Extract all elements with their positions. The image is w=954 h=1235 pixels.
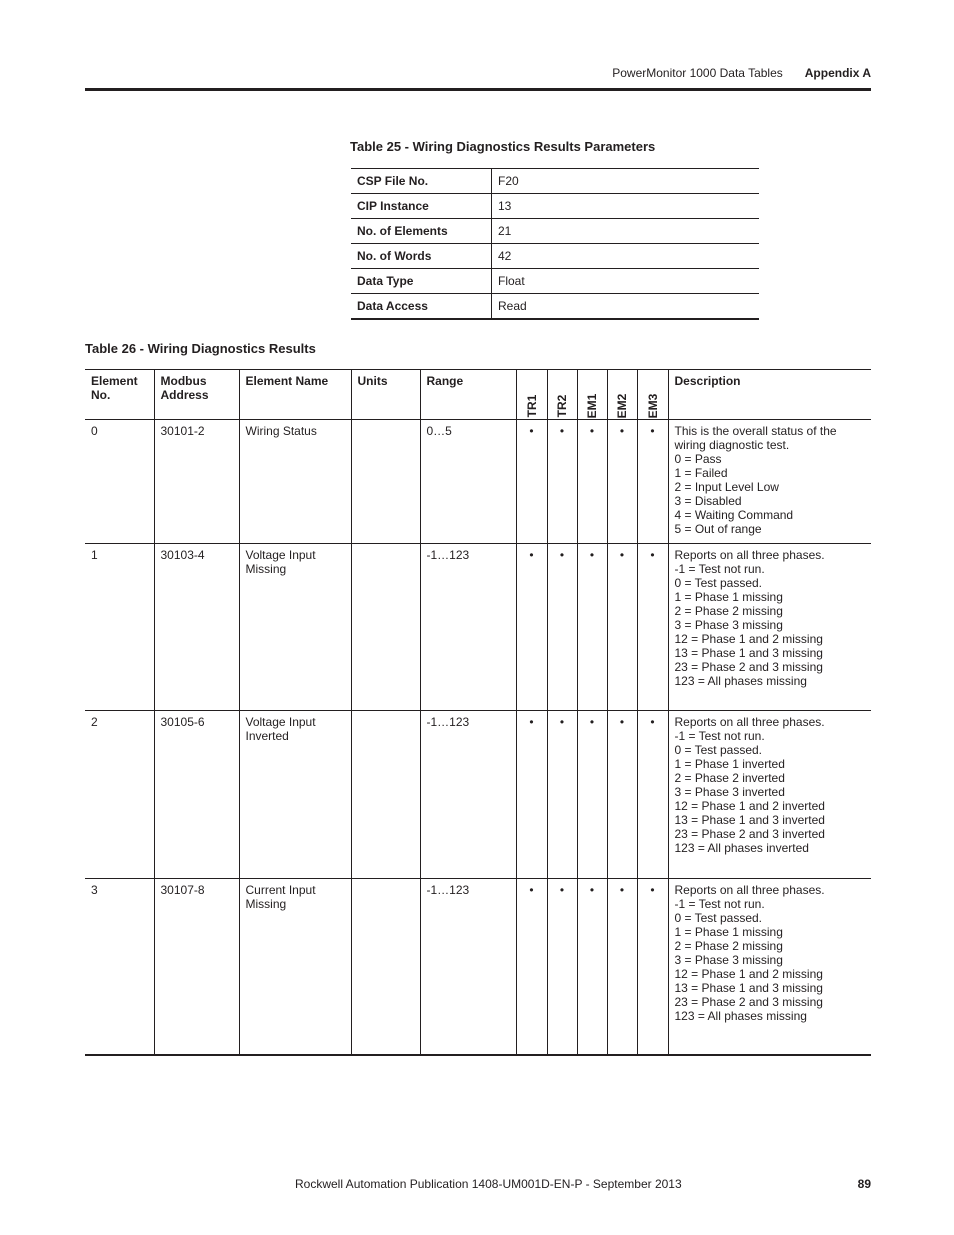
em1-dot: • [577,879,607,1055]
modbus-address-cell: 30105-6 [154,711,239,879]
table-row [85,879,871,1055]
header-modbus-address: Modbus Address [154,370,239,420]
table25-title: Table 25 - Wiring Diagnostics Results Parameters [350,139,656,154]
modbus-address-cell: 30103-4 [154,544,239,711]
document-title: PowerMonitor 1000 Data Tables [612,66,783,80]
em3-dot: • [637,711,668,879]
header-description: Description [668,370,871,420]
header-rule [85,88,871,91]
description-cell [668,879,871,1055]
tr2-dot: • [547,711,577,879]
parameter-value: F20 [492,169,760,194]
description-line: Reports on all three phases. [674,548,825,562]
table26-header-row [85,370,871,420]
description-line: 1 = Phase 1 missing [674,925,783,939]
tr1-dot: • [516,420,547,544]
parameter-label: No. of Words [351,244,492,269]
range-cell: -1…123 [420,711,516,879]
description-line: 3 = Phase 3 missing [674,618,783,632]
table25-parameters [351,168,759,320]
table25-row [351,244,759,269]
em2-dot: • [607,420,637,544]
table25-row [351,269,759,294]
description-line: 13 = Phase 1 and 3 missing [674,646,823,660]
em1-dot: • [577,420,607,544]
element-no-cell: 3 [85,879,154,1055]
description-line: 23 = Phase 2 and 3 missing [674,995,823,1009]
parameter-value: 21 [492,219,760,244]
table26-wiring-diagnostics [85,369,871,1056]
header-em1: EM1 [577,370,607,420]
description-line: 2 = Input Level Low [674,480,779,494]
description-line: -1 = Test not run. [674,897,765,911]
description-line: 0 = Test passed. [674,743,763,757]
description-line: 12 = Phase 1 and 2 inverted [674,799,825,813]
range-cell: 0…5 [420,420,516,544]
range-cell: -1…123 [420,879,516,1055]
header-range: Range [420,370,516,420]
description-line: 12 = Phase 1 and 2 missing [674,632,823,646]
description-line: -1 = Test not run. [674,729,765,743]
parameter-label: Data Type [351,269,492,294]
em2-dot: • [607,711,637,879]
element-no-cell: 0 [85,420,154,544]
header-units: Units [351,370,420,420]
description-line: -1 = Test not run. [674,562,765,576]
description-line: 0 = Test passed. [674,576,763,590]
appendix-label: Appendix A [804,66,871,80]
description-line: 3 = Phase 3 inverted [674,785,785,799]
parameter-value: 13 [492,194,760,219]
em2-dot: • [607,879,637,1055]
description-line: 5 = Out of range [674,522,762,536]
description-line: 123 = All phases missing [674,1009,807,1023]
table-row [85,544,871,711]
table-row [85,420,871,544]
parameter-label: Data Access [351,294,492,320]
parameter-value: 42 [492,244,760,269]
description-line: 2 = Phase 2 missing [674,939,783,953]
element-name-cell: Voltage Input Missing [239,544,351,711]
parameter-value: Float [492,269,760,294]
element-name-cell: Wiring Status [239,420,351,544]
tr1-dot: • [516,879,547,1055]
tr1-dot: • [516,711,547,879]
element-no-cell: 1 [85,544,154,711]
em1-dot: • [577,711,607,879]
description-line: 2 = Phase 2 inverted [674,771,785,785]
description-line: 0 = Test passed. [674,911,763,925]
em3-dot: • [637,544,668,711]
description-line: 3 = Disabled [674,494,742,508]
description-line: 123 = All phases inverted [674,841,809,855]
description-line: 23 = Phase 2 and 3 inverted [674,827,825,841]
description-line: 12 = Phase 1 and 2 missing [674,967,823,981]
description-line: Reports on all three phases. [674,715,825,729]
em1-dot: • [577,544,607,711]
description-line: 3 = Phase 3 missing [674,953,783,967]
table-row [85,711,871,879]
units-cell [351,711,420,879]
parameter-label: No. of Elements [351,219,492,244]
header-element-name: Element Name [239,370,351,420]
description-line: 23 = Phase 2 and 3 missing [674,660,823,674]
tr2-dot: • [547,544,577,711]
description-line: 2 = Phase 2 missing [674,604,783,618]
description-line: 1 = Phase 1 missing [674,590,783,604]
page-number: 89 [857,1177,871,1191]
element-name-cell: Current Input Missing [239,879,351,1055]
description-line: Reports on all three phases. [674,883,825,897]
table26-title: Table 26 - Wiring Diagnostics Results [85,341,316,356]
tr2-dot: • [547,879,577,1055]
table25-row [351,194,759,219]
units-cell [351,420,420,544]
table25-row [351,294,759,320]
description-line: 13 = Phase 1 and 3 missing [674,981,823,995]
description-line: This is the overall status of the wiring diagnostic test. [674,424,837,452]
description-cell [668,544,871,711]
header-em2: EM2 [607,370,637,420]
tr1-dot: • [516,544,547,711]
header-tr2: TR2 [547,370,577,420]
element-name-cell: Voltage Input Inverted [239,711,351,879]
table25-row [351,169,759,194]
element-no-cell: 2 [85,711,154,879]
page-header [85,66,871,82]
header-tr1: TR1 [516,370,547,420]
table25-row [351,219,759,244]
description-line: 1 = Phase 1 inverted [674,757,785,771]
description-line: 13 = Phase 1 and 3 inverted [674,813,825,827]
parameter-label: CIP Instance [351,194,492,219]
description-line: 0 = Pass [674,452,722,466]
units-cell [351,879,420,1055]
description-line: 123 = All phases missing [674,674,807,688]
units-cell [351,544,420,711]
header-element-no: Element No. [85,370,154,420]
tr2-dot: • [547,420,577,544]
em2-dot: • [607,544,637,711]
description-line: 1 = Failed [674,466,728,480]
parameter-value: Read [498,299,527,313]
em3-dot: • [637,879,668,1055]
parameter-label: CSP File No. [351,169,492,194]
modbus-address-cell: 30107-8 [154,879,239,1055]
modbus-address-cell: 30101-2 [154,420,239,544]
header-em3: EM3 [637,370,668,420]
range-cell: -1…123 [420,544,516,711]
description-line: 4 = Waiting Command [674,508,794,522]
publication-info: Rockwell Automation Publication 1408-UM001D-EN-P - September 2013 [295,1177,682,1191]
em3-dot: • [637,420,668,544]
description-cell [668,420,871,544]
description-cell [668,711,871,879]
